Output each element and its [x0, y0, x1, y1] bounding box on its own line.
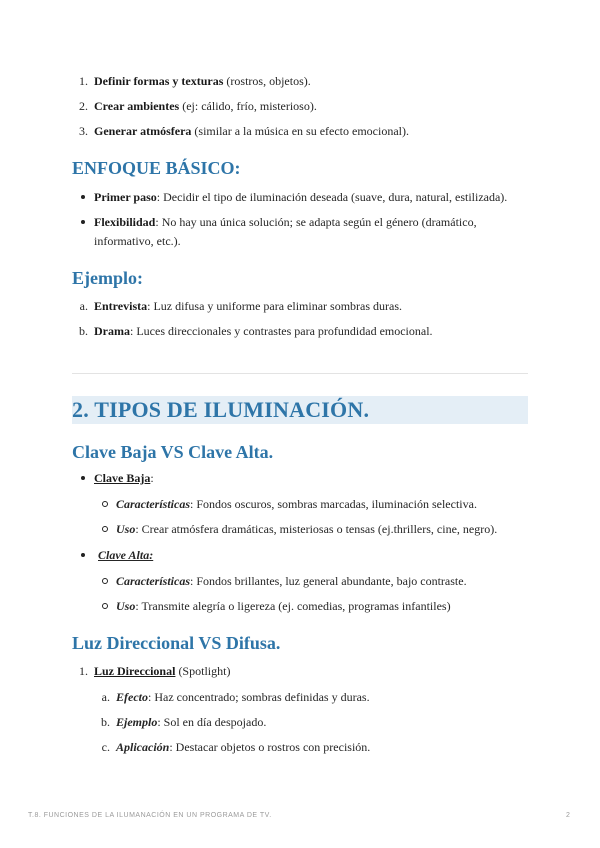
- section-heading-ejemplo: Ejemplo:: [72, 268, 143, 288]
- list-item-text: (similar a la música en su efecto emocional).: [191, 124, 409, 138]
- list-marker: 1.: [79, 74, 88, 88]
- list-marker: 2.: [79, 99, 88, 113]
- list-item-term: Luz Direccional: [94, 664, 176, 678]
- list-item-term: Efecto: [116, 690, 148, 704]
- list-item-text: : Luces direccionales y contrastes para profundidad emocional.: [130, 324, 433, 338]
- page-footer: T.8. FUNCIONES DE LA ILUMANACIÓN EN UN PROGRAMA DE TV.: [28, 812, 272, 819]
- list-item-term: Drama: [94, 324, 130, 338]
- list-marker: b.: [79, 324, 88, 338]
- bullet-icon: [81, 195, 85, 199]
- list-item-text: : Haz concentrado; sombras definidas y duras.: [148, 690, 370, 704]
- list-item-term: Flexibilidad: [94, 215, 156, 229]
- list-item-text: : Fondos oscuros, sombras marcadas, iluminación selectiva.: [190, 497, 477, 511]
- section-title: 2. TIPOS DE ILUMINACIÓN.: [72, 397, 370, 422]
- list-item-text: :: [150, 471, 154, 485]
- list-marker: c.: [101, 740, 110, 754]
- list-marker: 1.: [79, 664, 88, 678]
- list-item-text: : Transmite alegría o ligereza (ej. comedias, programas infantiles): [135, 599, 451, 613]
- circle-bullet-icon: [102, 501, 108, 507]
- list-marker: b.: [101, 715, 110, 729]
- page-number: 2: [566, 812, 571, 819]
- circle-bullet-icon: [102, 526, 108, 532]
- list-item-term: Clave Baja: [94, 471, 151, 485]
- list-item-term: Primer paso: [94, 190, 157, 204]
- list-item-term: Definir formas y texturas: [94, 74, 224, 88]
- list-item-text: : Fondos brillantes, luz general abundante, bajo contraste.: [190, 574, 467, 588]
- list-marker: a.: [101, 690, 110, 704]
- subsection-heading-luz: Luz Direccional VS Difusa.: [72, 633, 281, 653]
- list-item-text: : Decidir el tipo de iluminación deseada (suave, dura, natural, estilizada).: [156, 190, 508, 204]
- list-item-text: (Spotlight): [175, 664, 231, 678]
- list-item-text: : No hay una única solución; se adapta según el género (dramático,: [155, 215, 477, 229]
- list-item-text: (ej: cálido, frío, misterioso).: [179, 99, 317, 113]
- section-divider: [72, 373, 528, 374]
- list-item-term: Clave Alta:: [98, 548, 154, 562]
- list-item-term: Crear ambientes: [94, 99, 180, 113]
- list-item-term: Uso: [116, 599, 136, 613]
- bullet-icon: [81, 553, 85, 557]
- list-item-term: Características: [116, 574, 190, 588]
- bullet-icon: [81, 220, 85, 224]
- list-item-term: Ejemplo: [116, 715, 158, 729]
- list-item-term: Características: [116, 497, 190, 511]
- list-marker: a.: [79, 299, 88, 313]
- list-item-term: Uso: [116, 522, 136, 536]
- list-item-term: Generar atmósfera: [94, 124, 192, 138]
- list-marker: 3.: [79, 124, 88, 138]
- list-item-text: (rostros, objetos).: [223, 74, 311, 88]
- bullet-icon: [81, 476, 85, 480]
- circle-bullet-icon: [102, 603, 108, 609]
- section-heading-enfoque: ENFOQUE BÁSICO:: [72, 158, 241, 178]
- list-item-term: Entrevista: [94, 299, 148, 313]
- list-item-text: : Destacar objetos o rostros con precisión.: [169, 740, 371, 754]
- list-item-text: : Sol en día despojado.: [157, 715, 267, 729]
- subsection-heading-clave: Clave Baja VS Clave Alta.: [72, 442, 274, 462]
- circle-bullet-icon: [102, 578, 108, 584]
- list-item-text: : Crear atmósfera dramáticas, misteriosas o tensas (ej.thrillers, cine, negro).: [135, 522, 498, 536]
- list-item-text: : Luz difusa y uniforme para eliminar sombras duras.: [147, 299, 403, 313]
- list-item-term: Aplicación: [116, 740, 170, 754]
- list-item-continuation: informativo, etc.).: [94, 234, 181, 248]
